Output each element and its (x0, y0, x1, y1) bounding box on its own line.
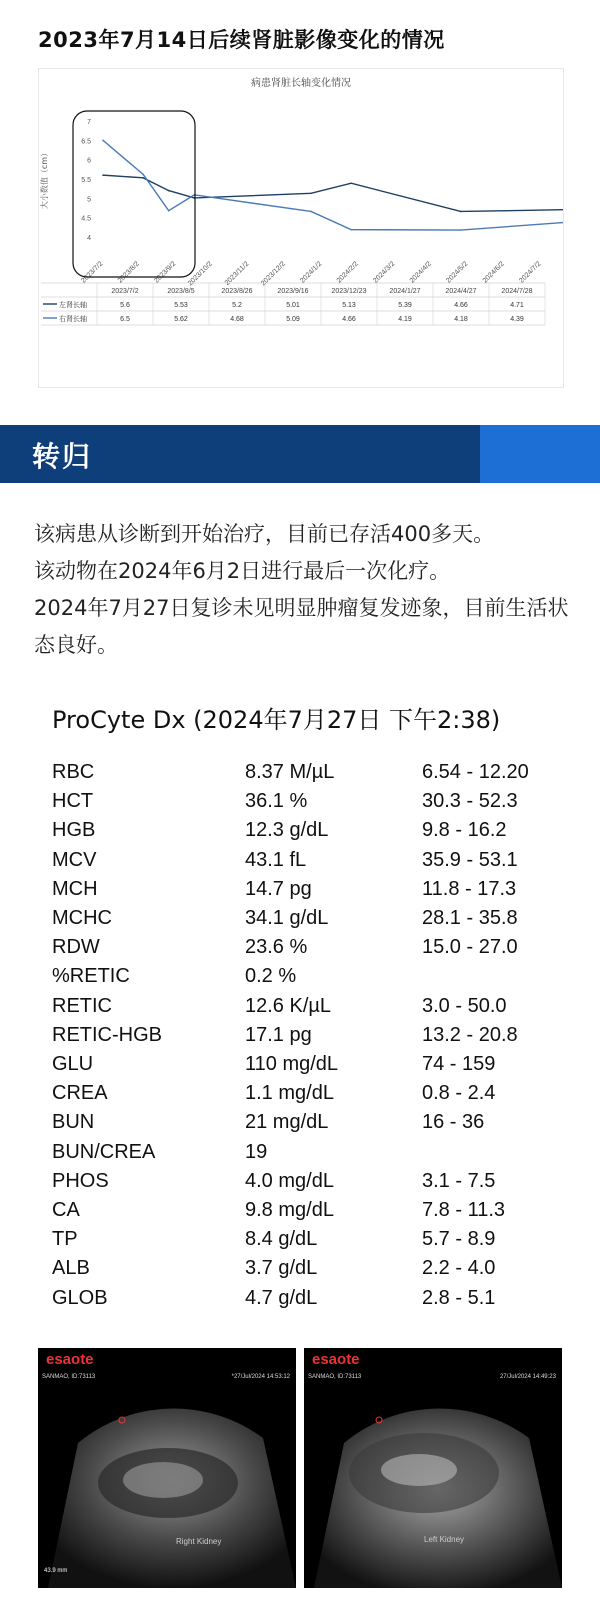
banner-accent (480, 425, 600, 483)
lab-test-name: MCH (52, 877, 98, 900)
lab-test-value: 23.6 % (245, 936, 308, 959)
lab-row (0, 761, 600, 789)
lab-test-value: 9.8 mg/dL (245, 1199, 334, 1221)
lab-row (0, 995, 600, 1023)
table-date: 2024/1/27 (389, 288, 421, 295)
lab-reference-range: 11.8 - 17.3 (422, 877, 517, 900)
x-tick-label: 2023/12/2 (259, 260, 287, 288)
x-tick-label: 2024/1/2 (299, 260, 324, 285)
x-tick-label: 2023/10/2 (186, 260, 214, 288)
lab-test-value: 4.7 g/dL (245, 1286, 318, 1309)
lab-row (0, 1287, 600, 1315)
table-date: 2023/8/26 (221, 288, 253, 295)
lab-row (0, 1199, 600, 1227)
table-value: 5.2 (232, 302, 242, 309)
lab-test-name: CA (52, 1199, 80, 1221)
data-point (168, 190, 170, 192)
y-tick-label: 4 (87, 235, 91, 242)
lab-row (0, 878, 600, 906)
ultrasound-scan-image (38, 1348, 296, 1588)
lab-reference-range: 7.8 - 11.3 (422, 1199, 506, 1221)
lab-row (0, 1141, 600, 1169)
legend-label: 右肾长轴 (59, 315, 87, 323)
y-tick-label: 7 (87, 119, 91, 126)
highlight-box (73, 111, 195, 277)
lab-test-value: 8.4 g/dL (245, 1228, 318, 1251)
x-tick-label: 2024/7/2 (518, 260, 543, 285)
lab-test-name: CREA (52, 1082, 108, 1105)
lab-test-name: BUN/CREA (52, 1140, 156, 1163)
lab-test-name: HCT (52, 790, 94, 813)
lab-row (0, 819, 600, 847)
lab-test-value: 14.7 pg (245, 877, 312, 900)
table-value: 5.6 (120, 302, 130, 309)
data-point (102, 174, 104, 176)
lab-test-name: BUN (52, 1111, 95, 1134)
data-point (350, 182, 352, 184)
lab-reference-range: 74 - 159 (422, 1053, 496, 1075)
lab-test-name: ALB (52, 1257, 90, 1280)
lab-test-value: 8.37 M/µL (245, 761, 335, 783)
outcome-text (34, 516, 579, 664)
table-value: 4.39 (510, 316, 524, 323)
y-axis-label: 大小数值（cm） (40, 148, 49, 210)
lab-test-value: 21 mg/dL (245, 1111, 329, 1134)
lab-test-value: 12.6 K/µL (245, 994, 332, 1017)
ultrasound-scan-image (304, 1348, 562, 1588)
lab-row (0, 790, 600, 818)
lab-reference-range: 2.8 - 5.1 (422, 1286, 496, 1309)
x-tick-label: 2023/8/2 (116, 260, 141, 285)
measurement-readout: 43.9 mm (44, 1568, 68, 1574)
lab-row (0, 907, 600, 935)
scan-label: Right Kidney (176, 1537, 222, 1546)
y-tick-label: 6 (87, 157, 91, 165)
table-date: 2024/4/27 (445, 288, 477, 295)
data-point (460, 229, 462, 231)
lab-test-value: 43.1 fL (245, 848, 307, 871)
y-tick-label: 4.5 (81, 215, 91, 223)
lab-row (0, 1024, 600, 1052)
lab-row (0, 849, 600, 877)
lab-test-value: 19 (245, 1140, 268, 1163)
right-kidney-ultrasound (38, 1348, 296, 1588)
table-value: 5.01 (286, 302, 300, 309)
lab-row (0, 1111, 600, 1139)
lab-test-name: RETIC-HGB (52, 1023, 162, 1046)
paragraph-line: 该动物在2024年6月2日进行最后一次化疗。 (34, 559, 451, 583)
table-value: 4.66 (342, 316, 356, 323)
x-tick-label: 2023/7/2 (80, 260, 105, 285)
series-line-right-kidney (103, 140, 563, 230)
esaote-logo: esaote (312, 1351, 360, 1368)
x-tick-label: 2024/2/2 (335, 260, 360, 285)
lab-reference-range: 30.3 - 52.3 (422, 790, 518, 813)
data-point (102, 140, 104, 142)
table-date: 2023/8/5 (167, 288, 195, 295)
lab-reference-range: 9.8 - 16.2 (422, 819, 507, 842)
data-point (168, 210, 170, 212)
lab-row (0, 1257, 600, 1285)
lab-test-value: 1.1 mg/dL (245, 1082, 334, 1105)
lab-test-value: 0.2 % (245, 965, 297, 988)
lab-row (0, 936, 600, 964)
table-value: 5.53 (174, 302, 188, 309)
x-tick-label: 2024/5/2 (445, 260, 470, 285)
lab-test-name: GLOB (52, 1286, 108, 1309)
lab-reference-range: 13.2 - 20.8 (422, 1023, 518, 1046)
patient-id: SANMAO, ID:73113 (42, 1374, 96, 1380)
x-tick-label: 2023/11/2 (223, 260, 251, 288)
legend-label: 左肾长轴 (59, 301, 87, 309)
lab-test-name: RETIC (52, 994, 112, 1017)
table-value: 4.19 (398, 316, 412, 323)
table-value: 5.62 (174, 316, 188, 323)
table-value: 6.5 (120, 316, 130, 323)
x-tick-label: 2024/4/2 (408, 260, 433, 285)
lab-test-value: 34.1 g/dL (245, 907, 329, 929)
data-point (142, 174, 144, 176)
lab-test-name: RBC (52, 761, 95, 783)
lab-reference-range: 6.54 - 12.20 (422, 761, 529, 783)
lab-test-name: TP (52, 1228, 78, 1251)
data-point (350, 229, 352, 231)
table-value: 5.09 (286, 316, 300, 323)
y-tick-label: 5.5 (81, 177, 91, 184)
lab-test-value: 3.7 g/dL (245, 1257, 318, 1280)
lab-reference-range: 3.1 - 7.5 (422, 1169, 496, 1192)
x-tick-label: 2024/6/2 (481, 260, 506, 285)
lab-row (0, 965, 600, 993)
table-date: 2024/7/28 (501, 288, 533, 295)
lab-row (0, 1170, 600, 1198)
table-value: 4.18 (454, 316, 468, 323)
table-value: 4.71 (510, 302, 524, 309)
page-title: 2023年7月14日后续肾脏影像变化的情况 (38, 28, 445, 52)
table-value: 5.39 (398, 302, 412, 309)
scan-date: *27/Jul/2024 14:53:12 (231, 1374, 290, 1380)
table-value: 5.13 (342, 302, 356, 309)
lab-test-name: %RETIC (52, 965, 130, 988)
x-tick-label: 2024/3/2 (372, 260, 397, 285)
lab-reference-range: 35.9 - 53.1 (422, 848, 518, 871)
data-point (310, 211, 312, 213)
lab-test-name: GLU (52, 1053, 94, 1075)
series-line-left-kidney (103, 175, 563, 211)
data-point (310, 193, 312, 195)
kidney-chart-card (38, 68, 564, 388)
kidney-axis-chart (39, 69, 563, 387)
patient-id: SANMAO, ID:73113 (308, 1374, 362, 1380)
x-tick-label: 2023/9/2 (153, 260, 178, 285)
lab-row (0, 1228, 600, 1256)
scan-date: 27/Jul/2024 14:49:23 (499, 1374, 556, 1380)
left-kidney-ultrasound (304, 1348, 562, 1588)
lab-test-value: 4.0 mg/dL (245, 1169, 334, 1192)
section-banner (0, 425, 600, 483)
lab-reference-range: 2.2 - 4.0 (422, 1257, 496, 1280)
paragraph-line: 2024年7月27日复诊未见明显肿瘤复发迹象，目前生活状态良好。 (34, 596, 569, 657)
lab-test-name: MCV (52, 848, 97, 871)
lab-test-value: 110 mg/dL (245, 1053, 339, 1075)
data-point (460, 211, 462, 213)
lab-test-value: 36.1 % (245, 790, 308, 813)
lab-reference-range: 5.7 - 8.9 (422, 1228, 496, 1251)
paragraph-line: 该病患从诊断到开始治疗，目前已存活400多天。 (34, 522, 495, 546)
scan-label: Left Kidney (424, 1535, 465, 1544)
table-date: 2023/9/16 (277, 288, 309, 295)
section-title: 转归 (32, 440, 93, 473)
lab-reference-range: 0.8 - 2.4 (422, 1082, 496, 1105)
y-tick-label: 5 (87, 196, 91, 204)
esaote-logo: esaote (46, 1351, 94, 1368)
lab-test-value: 17.1 pg (245, 1023, 312, 1046)
table-value: 4.68 (230, 316, 244, 323)
lab-report-title: ProCyte Dx (2024年7月27日 下午2:38) (52, 706, 501, 734)
lab-test-name: PHOS (52, 1169, 109, 1192)
y-tick-label: 6.5 (81, 138, 91, 146)
table-value: 4.66 (454, 302, 468, 309)
lab-reference-range: 28.1 - 35.8 (422, 907, 518, 929)
lab-row (0, 1053, 600, 1081)
chart-title: 病患肾脏长轴变化情况 (251, 78, 351, 89)
lab-reference-range: 16 - 36 (422, 1111, 485, 1134)
lab-row (0, 1082, 600, 1110)
data-point (142, 177, 144, 179)
lab-test-value: 12.3 g/dL (245, 819, 329, 842)
lab-reference-range: 15.0 - 27.0 (422, 936, 518, 959)
lab-reference-range: 3.0 - 50.0 (422, 994, 507, 1017)
lab-test-name: HGB (52, 819, 96, 842)
lab-test-name: MCHC (52, 907, 112, 929)
table-date: 2023/12/23 (331, 288, 367, 295)
lab-test-name: RDW (52, 936, 100, 959)
table-date: 2023/7/2 (111, 288, 139, 295)
